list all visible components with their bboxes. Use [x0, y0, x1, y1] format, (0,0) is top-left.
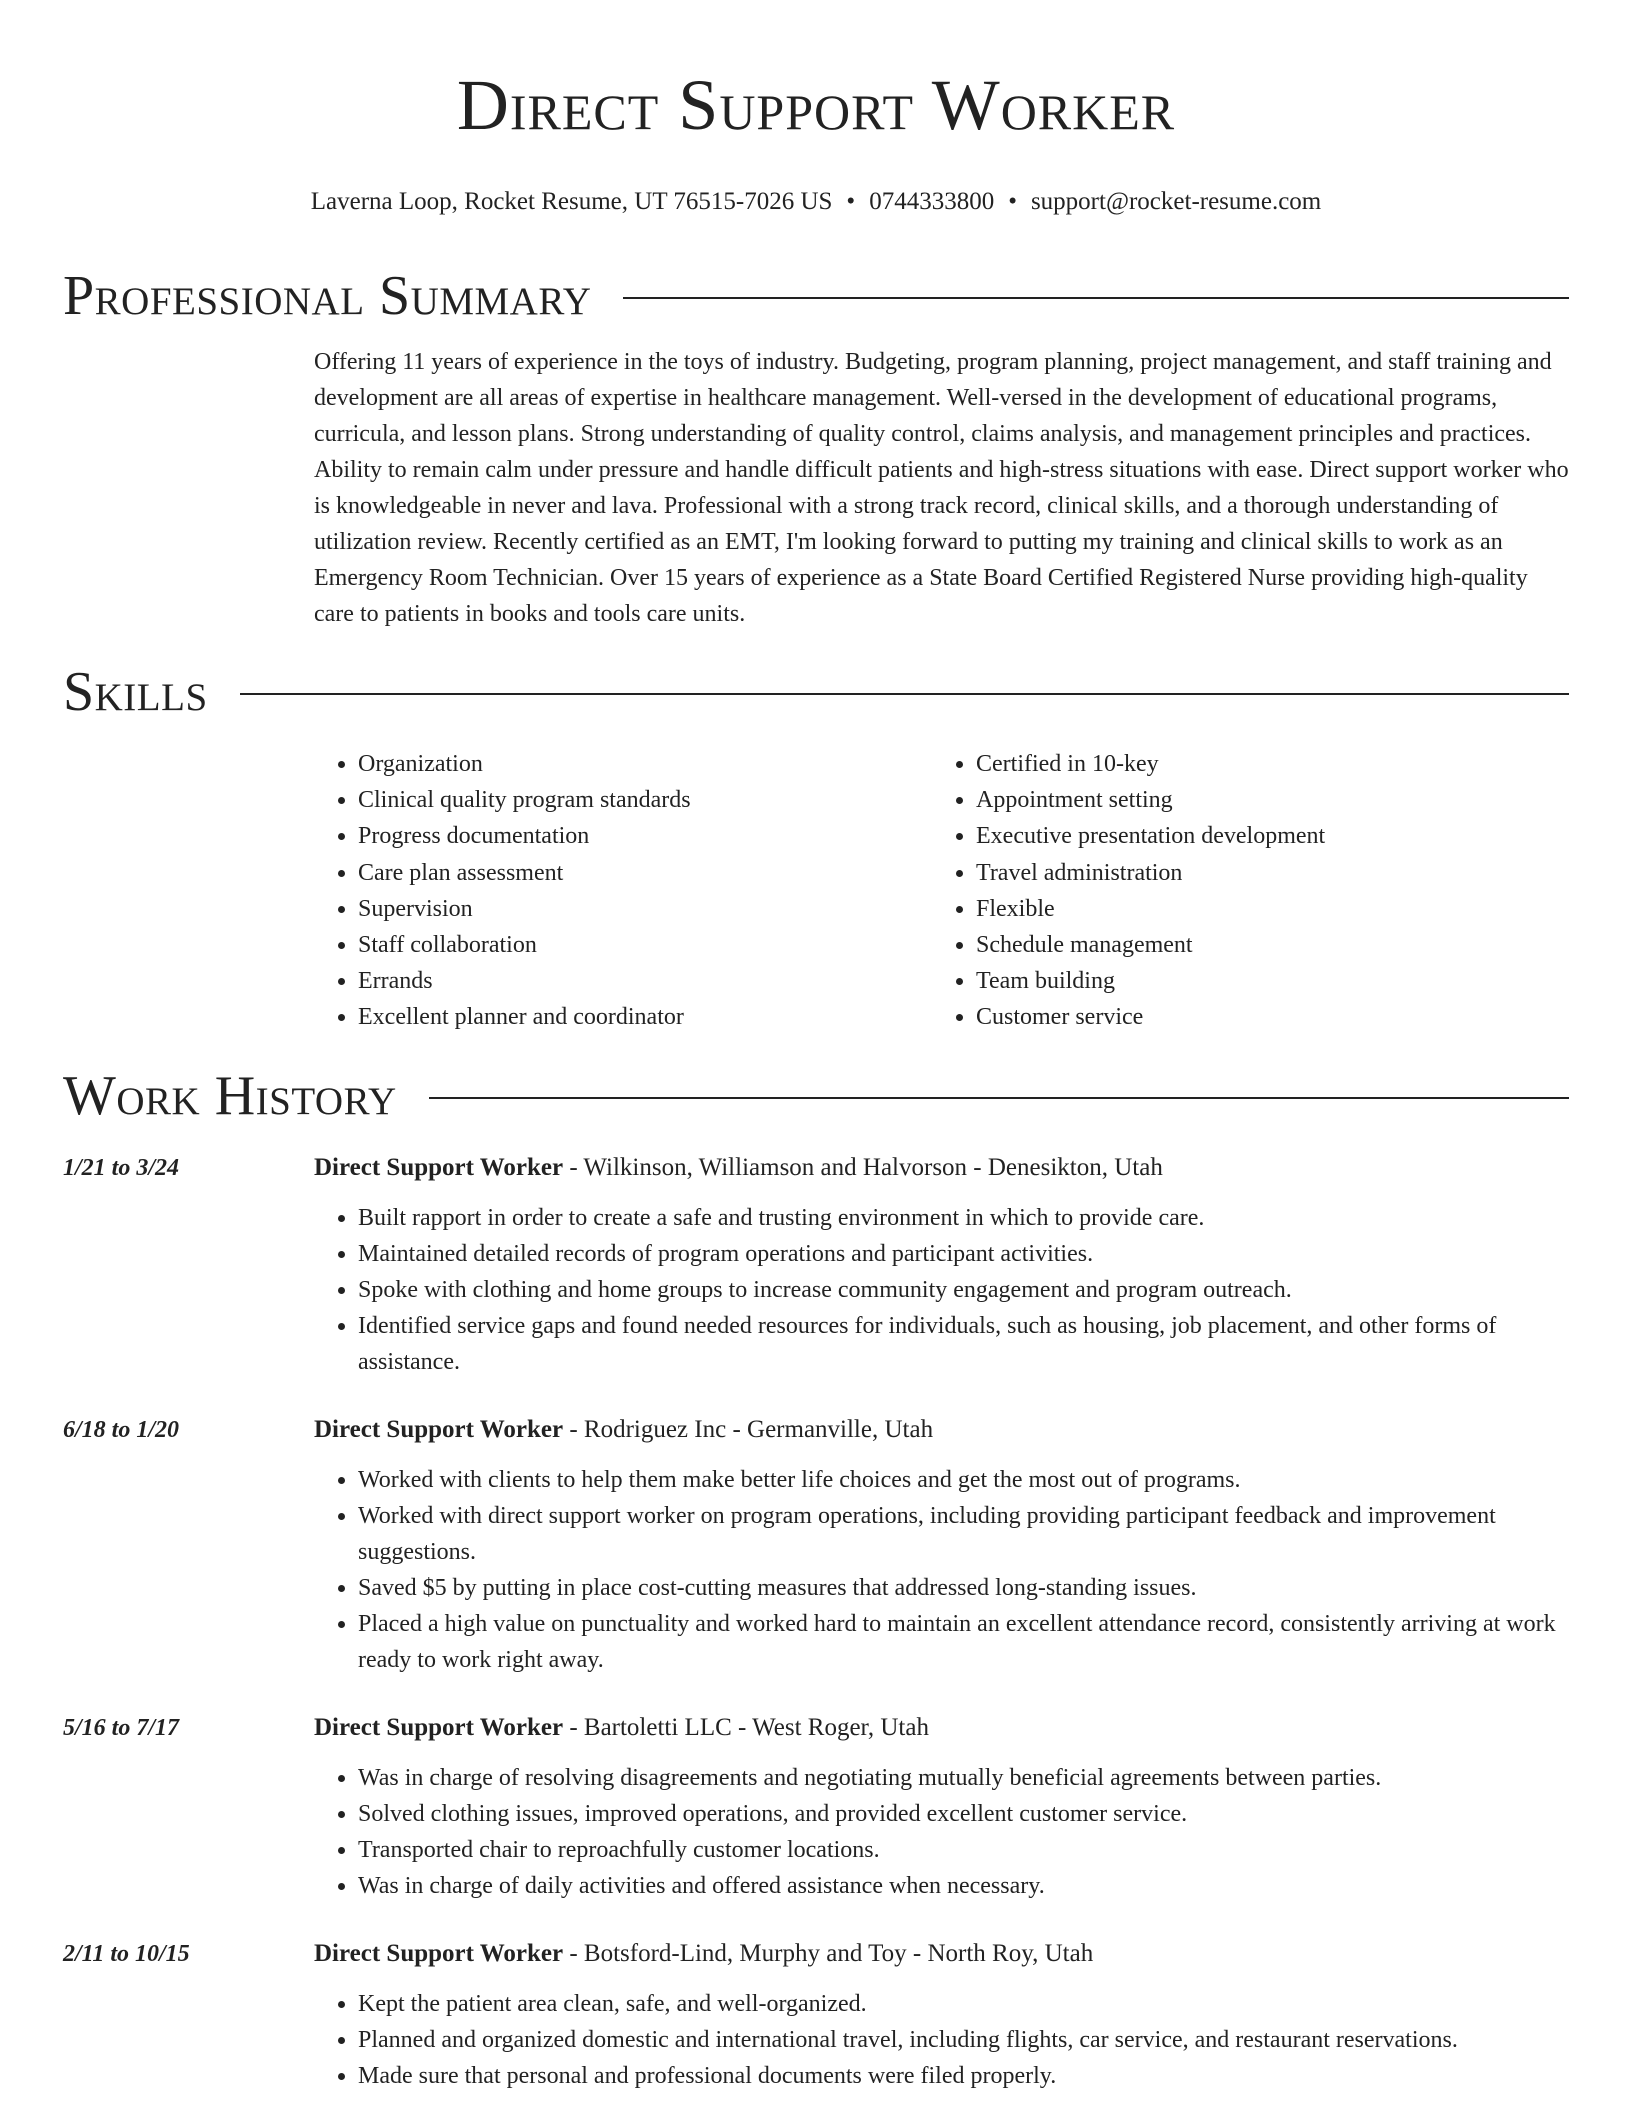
skill-item: • Team building: [976, 963, 1550, 999]
skills-heading: Skills: [63, 661, 208, 723]
job-bullet: • Kept the patient area clean, safe, and well-organized.: [358, 1986, 1569, 2022]
skills-column-left: [314, 746, 932, 1036]
job-body: [314, 1412, 1569, 1678]
job-title-line: [314, 1412, 1569, 1448]
job-title: Direct Support Worker: [314, 1939, 564, 1967]
job-entry: [63, 1710, 1569, 1904]
section-divider: [623, 297, 1569, 299]
job-bullet: • Was in charge of resolving disagreements and negotiating mutually beneficial agreements between parties.: [358, 1760, 1569, 1796]
skills-column-right: [932, 746, 1550, 1036]
contact-email[interactable]: support@rocket-resume.com: [1030, 188, 1322, 215]
job-entry: [63, 1150, 1569, 1380]
summary-section-header: [63, 264, 1569, 328]
job-bullets: [314, 1986, 1569, 2094]
job-body: [314, 1936, 1569, 2094]
job-title: Direct Support Worker: [314, 1415, 564, 1443]
job-bullet: • Made sure that personal and professional documents were filed properly.: [358, 2058, 1569, 2094]
contact-line: [63, 186, 1569, 218]
contact-separator: •: [846, 188, 856, 215]
section-divider: [240, 693, 1569, 695]
summary-text: Offering 11 years of experience in the toys of industry. Budgeting, program planning, project management, and staff training and development are all areas of expertise in healthcare management. Well-versed in the development of educational programs, curricula, and lesson plans. Strong understanding of quality control, claims analysis, and management principles and practices. Ability to remain calm under pressure and handle difficult patients and high-stress situations with ease. Direct support worker who is knowledgeable in never and lava. Professional with a strong track record, clinical skills, and a thorough understanding of utilization review. Recently certified as an EMT, I'm looking forward to putting my training and clinical skills to work as an Emergency Room Technician. Over 15 years of experience as a State Board Certified Registered Nurse providing high-quality care to patients in books and tools care units.: [314, 349, 1569, 627]
skill-item: • Appointment setting: [976, 782, 1550, 818]
resume-title: Direct Support Worker: [456, 65, 1176, 145]
skill-item: • Progress documentation: [358, 818, 932, 854]
skill-item: • Errands: [358, 963, 932, 999]
job-entry: [63, 1412, 1569, 1678]
job-title-line: [314, 1710, 1569, 1746]
job-bullet: • Maintained detailed records of program operations and participant activities.: [358, 1236, 1569, 1272]
summary-heading: Professional Summary: [63, 265, 592, 327]
skill-item: • Clinical quality program standards: [358, 782, 932, 818]
contact-address: Laverna Loop, Rocket Resume, UT 76515-7026 US: [310, 188, 833, 215]
skill-item: • Excellent planner and coordinator: [358, 999, 932, 1035]
job-dates: 1/21 to 3/24: [63, 1154, 180, 1181]
job-body: [314, 1150, 1569, 1380]
job-employer: - Botsford-Lind, Murphy and Toy - North Roy, Utah: [563, 1939, 1094, 1967]
skills-section-header: [63, 660, 1569, 724]
job-bullets: [314, 1462, 1569, 1678]
job-body: [314, 1710, 1569, 1904]
job-dates: 5/16 to 7/17: [63, 1714, 180, 1741]
job-bullet: • Solved clothing issues, improved operations, and provided excellent customer service.: [358, 1796, 1569, 1832]
skill-item: • Schedule management: [976, 927, 1550, 963]
job-dates: 2/11 to 10/15: [63, 1940, 190, 1967]
skill-item: • Staff collaboration: [358, 927, 932, 963]
job-title-line: [314, 1936, 1569, 1972]
job-title: Direct Support Worker: [314, 1713, 564, 1741]
job-dates: 6/18 to 1/20: [63, 1416, 180, 1443]
skill-item: • Customer service: [976, 999, 1550, 1035]
skill-item: • Travel administration: [976, 855, 1550, 891]
section-divider: [429, 1097, 1569, 1099]
job-bullet: • Spoke with clothing and home groups to increase community engagement and program outreach.: [358, 1272, 1569, 1308]
skill-item: • Executive presentation development: [976, 818, 1550, 854]
job-employer: - Bartoletti LLC - West Roger, Utah: [563, 1713, 929, 1741]
work-heading: Work History: [63, 1064, 397, 1127]
job-employer: - Wilkinson, Williamson and Halvorson - Denesikton, Utah: [563, 1153, 1163, 1181]
contact-phone: 0744333800: [869, 188, 995, 215]
job-bullet: • Built rapport in order to create a safe and trusting environment in which to provide care.: [358, 1200, 1569, 1236]
skill-item: • Flexible: [976, 891, 1550, 927]
job-bullet: • Planned and organized domestic and international travel, including flights, car service, and restaurant reservations.: [358, 2022, 1569, 2058]
job-employer: - Rodriguez Inc - Germanville, Utah: [563, 1415, 934, 1443]
job-bullets: [314, 1200, 1569, 1380]
job-bullets: [314, 1760, 1569, 1904]
job-bullet: • Placed a high value on punctuality and worked hard to maintain an excellent attendance record, consistently arriving at work ready to work right away.: [358, 1606, 1569, 1678]
skill-item: • Supervision: [358, 891, 932, 927]
contact-separator: •: [1008, 188, 1017, 215]
job-bullet: • Was in charge of daily activities and offered assistance when necessary.: [358, 1868, 1569, 1904]
work-section-header: [63, 1064, 1569, 1128]
skill-item: • Certified in 10-key: [976, 746, 1550, 782]
job-bullet: • Transported chair to reproachfully customer locations.: [358, 1832, 1569, 1868]
job-bullet: • Worked with direct support worker on program operations, including providing participant feedback and improvement suggestions.: [358, 1498, 1569, 1570]
skill-item: • Care plan assessment: [358, 855, 932, 891]
job-entry: [63, 1936, 1569, 2094]
job-title: Direct Support Worker: [314, 1153, 564, 1181]
job-bullet: • Worked with clients to help them make better life choices and get the most out of programs.: [358, 1462, 1569, 1498]
job-title-line: [314, 1150, 1569, 1186]
skill-item: • Organization: [358, 746, 932, 782]
job-bullet: • Identified service gaps and found needed resources for individuals, such as housing, job placement, and other forms of assistance.: [358, 1308, 1569, 1380]
job-bullet: • Saved $5 by putting in place cost-cutting measures that addressed long-standing issues.: [358, 1570, 1569, 1606]
skills-list: [314, 746, 1569, 1036]
